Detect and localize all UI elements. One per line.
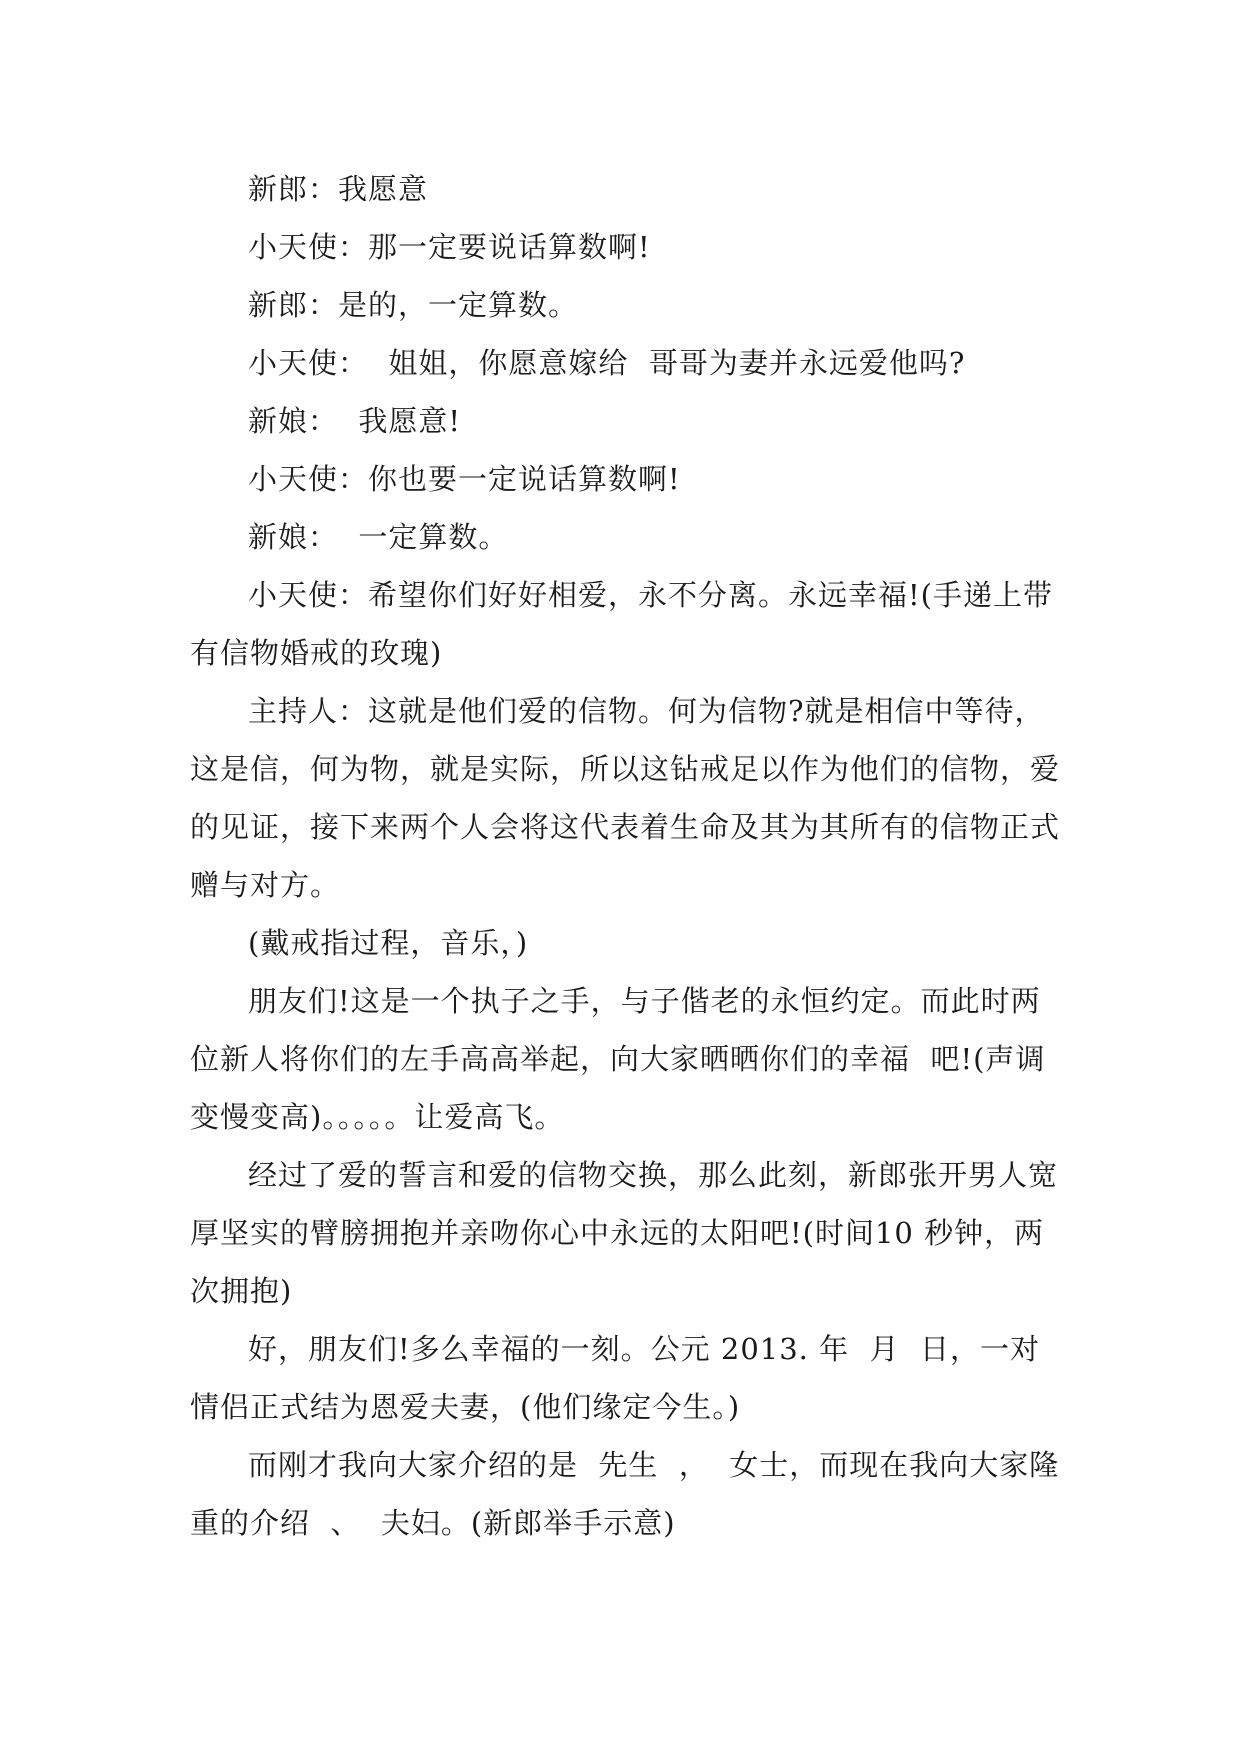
paragraph-7: 新娘： 一定算数。 (248, 520, 509, 554)
paragraph-10: (戴戒指过程，音乐，) (248, 926, 529, 960)
paragraph-4: 小天使： 姐姐，你愿意嫁给 哥哥为妻并永远爱他吗? (248, 346, 966, 380)
paragraph-2: 小天使：那一定要说话算数啊! (248, 230, 651, 264)
paragraph-8: 小天使：希望你们好好相爱，永不分离。永远幸福!(手递上带有信物婚戒的玫瑰) (190, 578, 1053, 670)
paragraph-3: 新郎：是的，一定算数。 (248, 288, 579, 322)
paragraph-9: 主持人：这就是他们爱的信物。何为信物?就是相信中等待，这是信，何为物，就是实际，所以这钻戒足以作为他们的信物，爱的见证，接下来两个人会将这代表着生命及其为其所有的信物正式赠与对方。 (190, 694, 1061, 902)
paragraph-1: 新郎：我愿意 (248, 172, 429, 206)
paragraph-13: 好，朋友们!多么幸福的一刻。公元 2013. 年 月 日，一对情侣正式结为恩爱夫妻，(他们缘定今生。) (190, 1332, 1040, 1424)
paragraph-5: 新娘： 我愿意! (248, 404, 462, 438)
paragraph-14: 而刚才我向大家介绍的是 先生 ， 女士，而现在我向大家隆重的介绍 、 夫妇。(新郎举手示意) (190, 1448, 1060, 1540)
paragraph-6: 小天使：你也要一定说话算数啊! (248, 462, 681, 496)
document-body (190, 160, 1060, 1552)
paragraph-12: 经过了爱的誓言和爱的信物交换，那么此刻，新郎张开男人宽厚坚实的臂膀拥抱并亲吻你心中永远的太阳吧!(时间10 秒钟，两次拥抱) (190, 1158, 1059, 1308)
paragraph-11: 朋友们!这是一个执子之手，与子偕老的永恒约定。而此时两位新人将你们的左手高高举起，向大家晒晒你们的幸福 吧!(声调变慢变高)。。。。。让爱高飞。 (190, 984, 1046, 1134)
